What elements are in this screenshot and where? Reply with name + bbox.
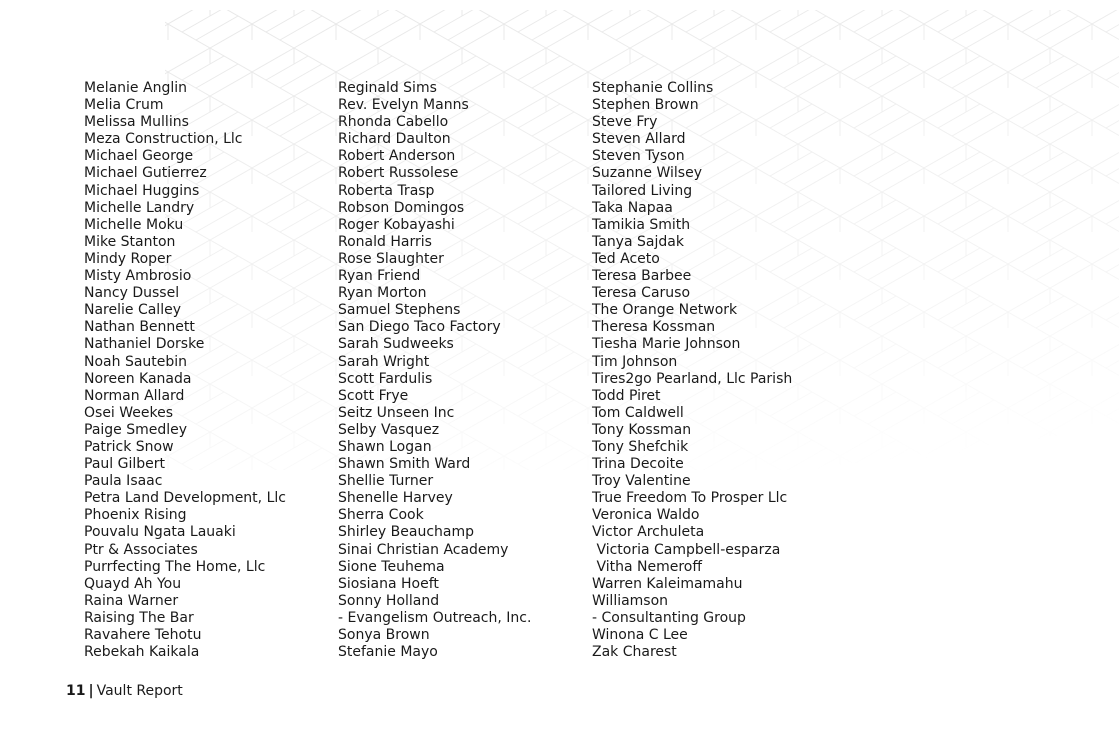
name-column-1	[84, 80, 334, 661]
name-entry: Noah Sautebin	[84, 353, 188, 370]
name-entry: Steven Tyson	[592, 148, 685, 165]
name-entry: Sherra Cook	[338, 507, 424, 524]
name-entry: Sinai Christian Academy	[338, 541, 509, 558]
page-number: 11	[66, 683, 86, 699]
name-entry: Williamson	[592, 592, 669, 609]
name-entry: Robert Anderson	[338, 148, 456, 165]
name-entry: Winona C Lee	[592, 627, 688, 643]
name-entry: Narelie Calley	[84, 302, 181, 319]
name-entry: Ted Aceto	[592, 250, 660, 267]
name-entry: Stephen Brown	[592, 97, 699, 114]
name-entry: Tires2go Pearland, Llc Parish	[592, 370, 793, 387]
name-entry: Stephanie Collins	[592, 80, 714, 96]
name-entry: Raina Warner	[84, 592, 179, 609]
name-entry: Sonny Holland	[338, 592, 440, 609]
name-entry: Noreen Kanada	[84, 370, 192, 387]
name-entry: Ryan Morton	[338, 285, 427, 302]
name-entry: Nathaniel Dorske	[84, 336, 205, 353]
name-entry: Tamikia Smith	[592, 216, 691, 233]
name-entry: Raising The Bar	[84, 609, 194, 626]
name-entry: Sonya Brown	[338, 627, 430, 643]
name-entry: - Evangelism Outreach, Inc.	[338, 609, 532, 626]
name-entry: Tailored Living	[592, 182, 693, 199]
name-entry: Rebekah Kaikala	[84, 644, 200, 661]
name-entry: Scott Frye	[338, 387, 409, 404]
name-entry: Pouvalu Ngata Lauaki	[84, 524, 236, 541]
name-entry: Shirley Beauchamp	[338, 524, 474, 541]
name-entry: Norman Allard	[84, 387, 185, 404]
name-entry: Melanie Anglin	[84, 80, 187, 96]
name-entry: Shellie Turner	[338, 473, 434, 490]
name-entry: Rhonda Cabello	[338, 114, 449, 131]
footer-separator: |	[88, 683, 94, 699]
name-entry: Michael Gutierrez	[84, 165, 207, 182]
name-entry: Sarah Sudweeks	[338, 336, 454, 353]
name-entry: Mike Stanton	[84, 233, 176, 250]
name-entry: Teresa Barbee	[592, 268, 692, 285]
name-entry: Rev. Evelyn Manns	[338, 97, 469, 114]
report-title: Vault Report	[96, 683, 183, 699]
name-entry: Steven Allard	[592, 131, 686, 148]
name-entry: Paul Gilbert	[84, 456, 165, 473]
name-entry: Taka Napaa	[592, 199, 673, 216]
name-entry: Michael Huggins	[84, 182, 200, 199]
name-entry: Michael George	[84, 148, 194, 165]
name-entry: Ptr & Associates	[84, 541, 198, 558]
name-entry: Quayd Ah You	[84, 575, 182, 592]
name-entry: Ravahere Tehotu	[84, 627, 202, 643]
name-entry: Warren Kaleimamahu	[592, 575, 743, 592]
name-entry: Richard Daulton	[338, 131, 451, 148]
name-entry: Petra Land Development, Llc	[84, 490, 286, 507]
name-entry: Selby Vasquez	[338, 421, 440, 438]
name-entry: Sione Teuhema	[338, 558, 445, 575]
name-entry: Shawn Logan	[338, 438, 432, 455]
name-entry: Troy Valentine	[592, 473, 691, 490]
name-entry: Roger Kobayashi	[338, 216, 455, 233]
name-entry: Trina Decoite	[592, 456, 684, 473]
name-entry: Shawn Smith Ward	[338, 456, 471, 473]
name-entry: Nancy Dussel	[84, 285, 180, 302]
name-entry: Paige Smedley	[84, 421, 188, 438]
name-entry: Todd Piret	[592, 387, 661, 404]
name-column-3	[592, 80, 842, 661]
name-entry: Tom Caldwell	[592, 404, 684, 421]
name-entry: Tony Kossman	[592, 421, 692, 438]
name-entry: Paula Isaac	[84, 473, 163, 490]
name-column-2	[338, 80, 588, 661]
name-entry: Vitha Nemeroff	[592, 558, 702, 575]
name-entry: Theresa Kossman	[592, 319, 716, 336]
name-entry: Robert Russolese	[338, 165, 459, 182]
name-entry: True Freedom To Prosper Llc	[592, 490, 788, 507]
name-entry: Misty Ambrosio	[84, 268, 192, 285]
name-entry: Robson Domingos	[338, 199, 465, 216]
name-entry: Melia Crum	[84, 97, 164, 114]
name-entry: Reginald Sims	[338, 80, 437, 96]
name-entry: Stefanie Mayo	[338, 644, 438, 661]
name-entry: Suzanne Wilsey	[592, 165, 703, 182]
name-entry: Scott Fardulis	[338, 370, 433, 387]
name-entry: Sarah Wright	[338, 353, 430, 370]
name-entry: Rose Slaughter	[338, 250, 444, 267]
name-entry: Meza Construction, Llc	[84, 131, 243, 148]
name-entry: Patrick Snow	[84, 438, 174, 455]
name-entry: Ronald Harris	[338, 233, 432, 250]
name-entry: Mindy Roper	[84, 250, 172, 267]
name-entry: Phoenix Rising	[84, 507, 187, 524]
name-entry: Nathan Bennett	[84, 319, 195, 336]
name-entry: Roberta Trasp	[338, 182, 435, 199]
name-entry: Osei Weekes	[84, 404, 174, 421]
name-entry: Purrfecting The Home, Llc	[84, 558, 266, 575]
name-entry: Teresa Caruso	[592, 285, 691, 302]
name-entry: Samuel Stephens	[338, 302, 461, 319]
name-entry: Seitz Unseen Inc	[338, 404, 455, 421]
name-entry: Victoria Campbell-esparza	[592, 541, 781, 558]
name-entry: Michelle Landry	[84, 199, 195, 216]
name-entry: Zak Charest	[592, 644, 677, 661]
name-entry: Veronica Waldo	[592, 507, 700, 524]
name-entry: Michelle Moku	[84, 216, 184, 233]
name-entry: Melissa Mullins	[84, 114, 189, 131]
name-entry: Steve Fry	[592, 114, 658, 131]
name-entry: Tanya Sajdak	[592, 233, 684, 250]
name-entry: The Orange Network	[592, 302, 738, 319]
name-entry: Siosiana Hoeft	[338, 575, 439, 592]
name-entry: Shenelle Harvey	[338, 490, 453, 507]
name-entry: Tiesha Marie Johnson	[592, 336, 741, 353]
name-entry: San Diego Taco Factory	[338, 319, 501, 336]
name-entry: Tony Shefchik	[592, 438, 689, 455]
name-entry: Victor Archuleta	[592, 524, 705, 541]
name-entry: Ryan Friend	[338, 268, 421, 285]
page-footer	[66, 682, 183, 700]
name-entry: - Consultanting Group	[592, 609, 746, 626]
name-entry: Tim Johnson	[592, 353, 678, 370]
